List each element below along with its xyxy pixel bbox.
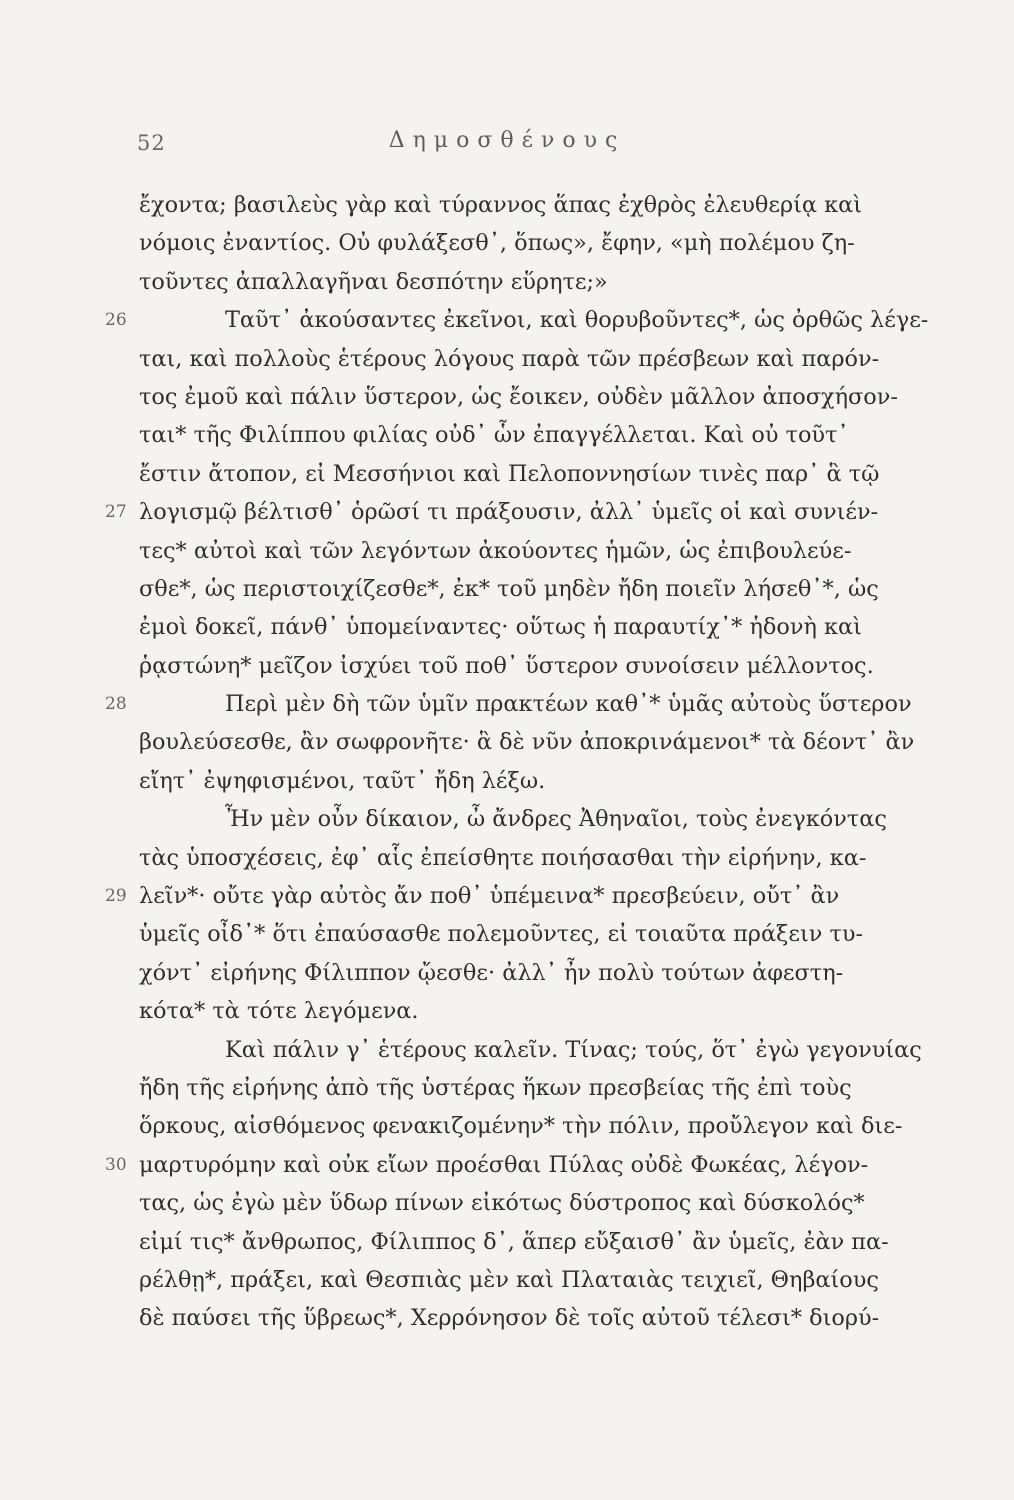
text-line [139,1261,979,1299]
line-text: τας, ὡς ἐγὼ μὲν ὕδωρ πίνων εἰκότως δύστροπος καὶ δύσκολός* [139,1190,865,1217]
text-line [139,762,979,800]
line-text: τες* αὐτοὶ καὶ τῶν λεγόντων ἀκούοντες ἡμῶν, ὡς ἐπιβουλεύε- [139,537,852,564]
text-line [139,570,979,608]
text-line [139,532,979,570]
margin-section-number: 28 [105,694,127,715]
text-line [139,340,979,378]
line-text: νόμοις ἐναντίος. Οὐ φυλάξεσθ᾽, ὅπως», ἔφην, «μὴ πολέμου ζη- [139,230,855,257]
line-text: λεῖν*· οὔτε γὰρ αὐτὸς ἄν ποθ᾽ ὑπέμεινα* πρεσβεύειν, οὔτ᾽ ἂν [139,883,840,910]
line-text: Ταῦτ᾽ ἀκούσαντες ἐκεῖνοι, καὶ θορυβοῦντες*, ὡς ὀρθῶς λέγε- [225,307,929,334]
line-text: κότα* τὰ τότε λεγόμενα. [139,998,419,1025]
text-line [139,839,979,877]
text-line [139,915,979,953]
line-text: ῥᾳστώνη* μεῖζον ἰσχύει τοῦ ποθ᾽ ὕστερον συνοίσειν μέλλοντος. [139,652,874,679]
text-line [139,954,979,992]
text-line [139,1184,979,1222]
running-head: Δημοσθένους [388,128,626,153]
line-text: τοῦντες ἀπαλλαγῆναι δεσπότην εὕρητε;» [139,268,608,295]
line-text: ται* τῆς Φιλίππου φιλίας οὐδ᾽ ὧν ἐπαγγέλλεται. Καὶ οὐ τοῦτ᾽ [139,422,849,449]
text-line [139,186,979,224]
text-line [139,1299,979,1337]
line-text: εἰμί τις* ἄνθρωπος, Φίλιππος δ᾽, ἅπερ εὔξαισθ᾽ ἂν ὑμεῖς, ἐὰν πα- [139,1228,889,1255]
line-text: ὑμεῖς οἶδ᾽* ὅτι ἐπαύσασθε πολεμοῦντες, εἰ τοιαῦτα πράξειν τυ- [139,921,864,948]
line-text: μαρτυρόμην καὶ οὐκ εἴων προέσθαι Πύλας οὐδὲ Φωκέας, λέγον- [139,1151,869,1178]
page-number: 52 [137,131,166,155]
text-line [139,1223,979,1261]
line-text: σθε*, ὡς περιστοιχίζεσθε*, ἐκ* τοῦ μηδὲν ἤδη ποιεῖν λήσεθ᾽*, ὡς [139,575,879,602]
line-text: λογισμῷ βέλτισθ᾽ ὁρῶσί τι πράξουσιν, ἀλλ᾽ ὑμεῖς οἱ καὶ συνιέν- [139,499,879,526]
line-text: ρέλθῃ*, πράξει, καὶ Θεσπιὰς μὲν καὶ Πλαταιὰς τειχιεῖ, Θηβαίους [139,1266,879,1293]
line-text: τὰς ὑποσχέσεις, ἐφ᾽ αἷς ἐπείσθητε ποιήσασθαι τὴν εἰρήνην, κα- [139,844,867,871]
line-text: δὲ παύσει τῆς ὕβρεως*, Χερρόνησον δὲ τοῖς αὐτοῦ τέλεσι* διορύ- [139,1305,880,1332]
line-text: τος ἐμοῦ καὶ πάλιν ὕστερον, ὡς ἔοικεν, οὐδὲν μᾶλλον ἀποσχήσον- [139,383,898,410]
text-line [139,455,979,493]
margin-section-number: 29 [105,886,127,907]
text-line [139,224,979,262]
text-line [139,992,979,1030]
text-line [105,685,979,723]
line-text: ἔχοντα; βασιλεὺς γὰρ καὶ τύραννος ἅπας ἐχθρὸς ἐλευθερίᾳ καὶ [139,192,863,218]
line-text: Περὶ μὲν δὴ τῶν ὑμῖν πρακτέων καθ᾽* ὑμᾶς αὐτοὺς ὕστερον [225,691,912,718]
text-line [105,1146,979,1184]
line-text: χόντ᾽ εἰρήνης Φίλιππον ᾤεσθε· ἀλλ᾽ ἦν πολὺ τούτων ἀφεστη- [139,959,844,986]
text-line [139,416,979,454]
text-line [139,378,979,416]
line-text: ἔστιν ἄτοπον, εἰ Μεσσήνιοι καὶ Πελοποννησίων τινὲς παρ᾽ ἃ τῷ [139,460,880,487]
margin-section-number: 30 [105,1154,127,1175]
text-line [105,301,979,339]
line-text: ται, καὶ πολλοὺς ἑτέρους λόγους παρὰ τῶν πρέσβεων καὶ παρόν- [139,345,880,372]
line-text: ὅρκους, αἰσθόμενος φενακιζομένην* τὴν πόλιν, προὔλεγον καὶ διε- [139,1113,903,1140]
line-text: Καὶ πάλιν γ᾽ ἑτέρους καλεῖν. Τίνας; τούς, ὅτ᾽ ἐγὼ γεγονυίας [225,1036,922,1063]
text-line [105,493,979,531]
text-line [139,1107,979,1145]
text-line [139,1069,979,1107]
line-text: Ἦν μὲν οὖν δίκαιον, ὦ ἄνδρες Ἀθηναῖοι, τοὺς ἐνεγκόντας [225,806,887,833]
text-line [105,877,979,915]
line-text: ἐμοὶ δοκεῖ, πάνθ᾽ ὑπομείναντες· οὕτως ἡ παραυτίχ᾽* ἡδονὴ καὶ [139,614,862,641]
text-line [139,647,979,685]
margin-section-number: 26 [105,310,127,331]
text-line [139,608,979,646]
text-line [139,1031,979,1069]
text-line [139,723,979,761]
line-text: εἴητ᾽ ἐψηφισμένοι, ταῦτ᾽ ἤδη λέξω. [139,767,546,794]
text-line [139,800,979,838]
margin-section-number: 27 [105,502,127,523]
line-text: ἤδη τῆς εἰρήνης ἀπὸ τῆς ὑστέρας ἥκων πρεσβείας τῆς ἐπὶ τοὺς [139,1074,852,1101]
text-body [105,186,979,1338]
line-text: βουλεύσεσθε, ἂν σωφρονῆτε· ἃ δὲ νῦν ἀποκρινάμενοι* τὰ δέοντ᾽ ἂν [139,729,915,756]
text-line [139,263,979,301]
